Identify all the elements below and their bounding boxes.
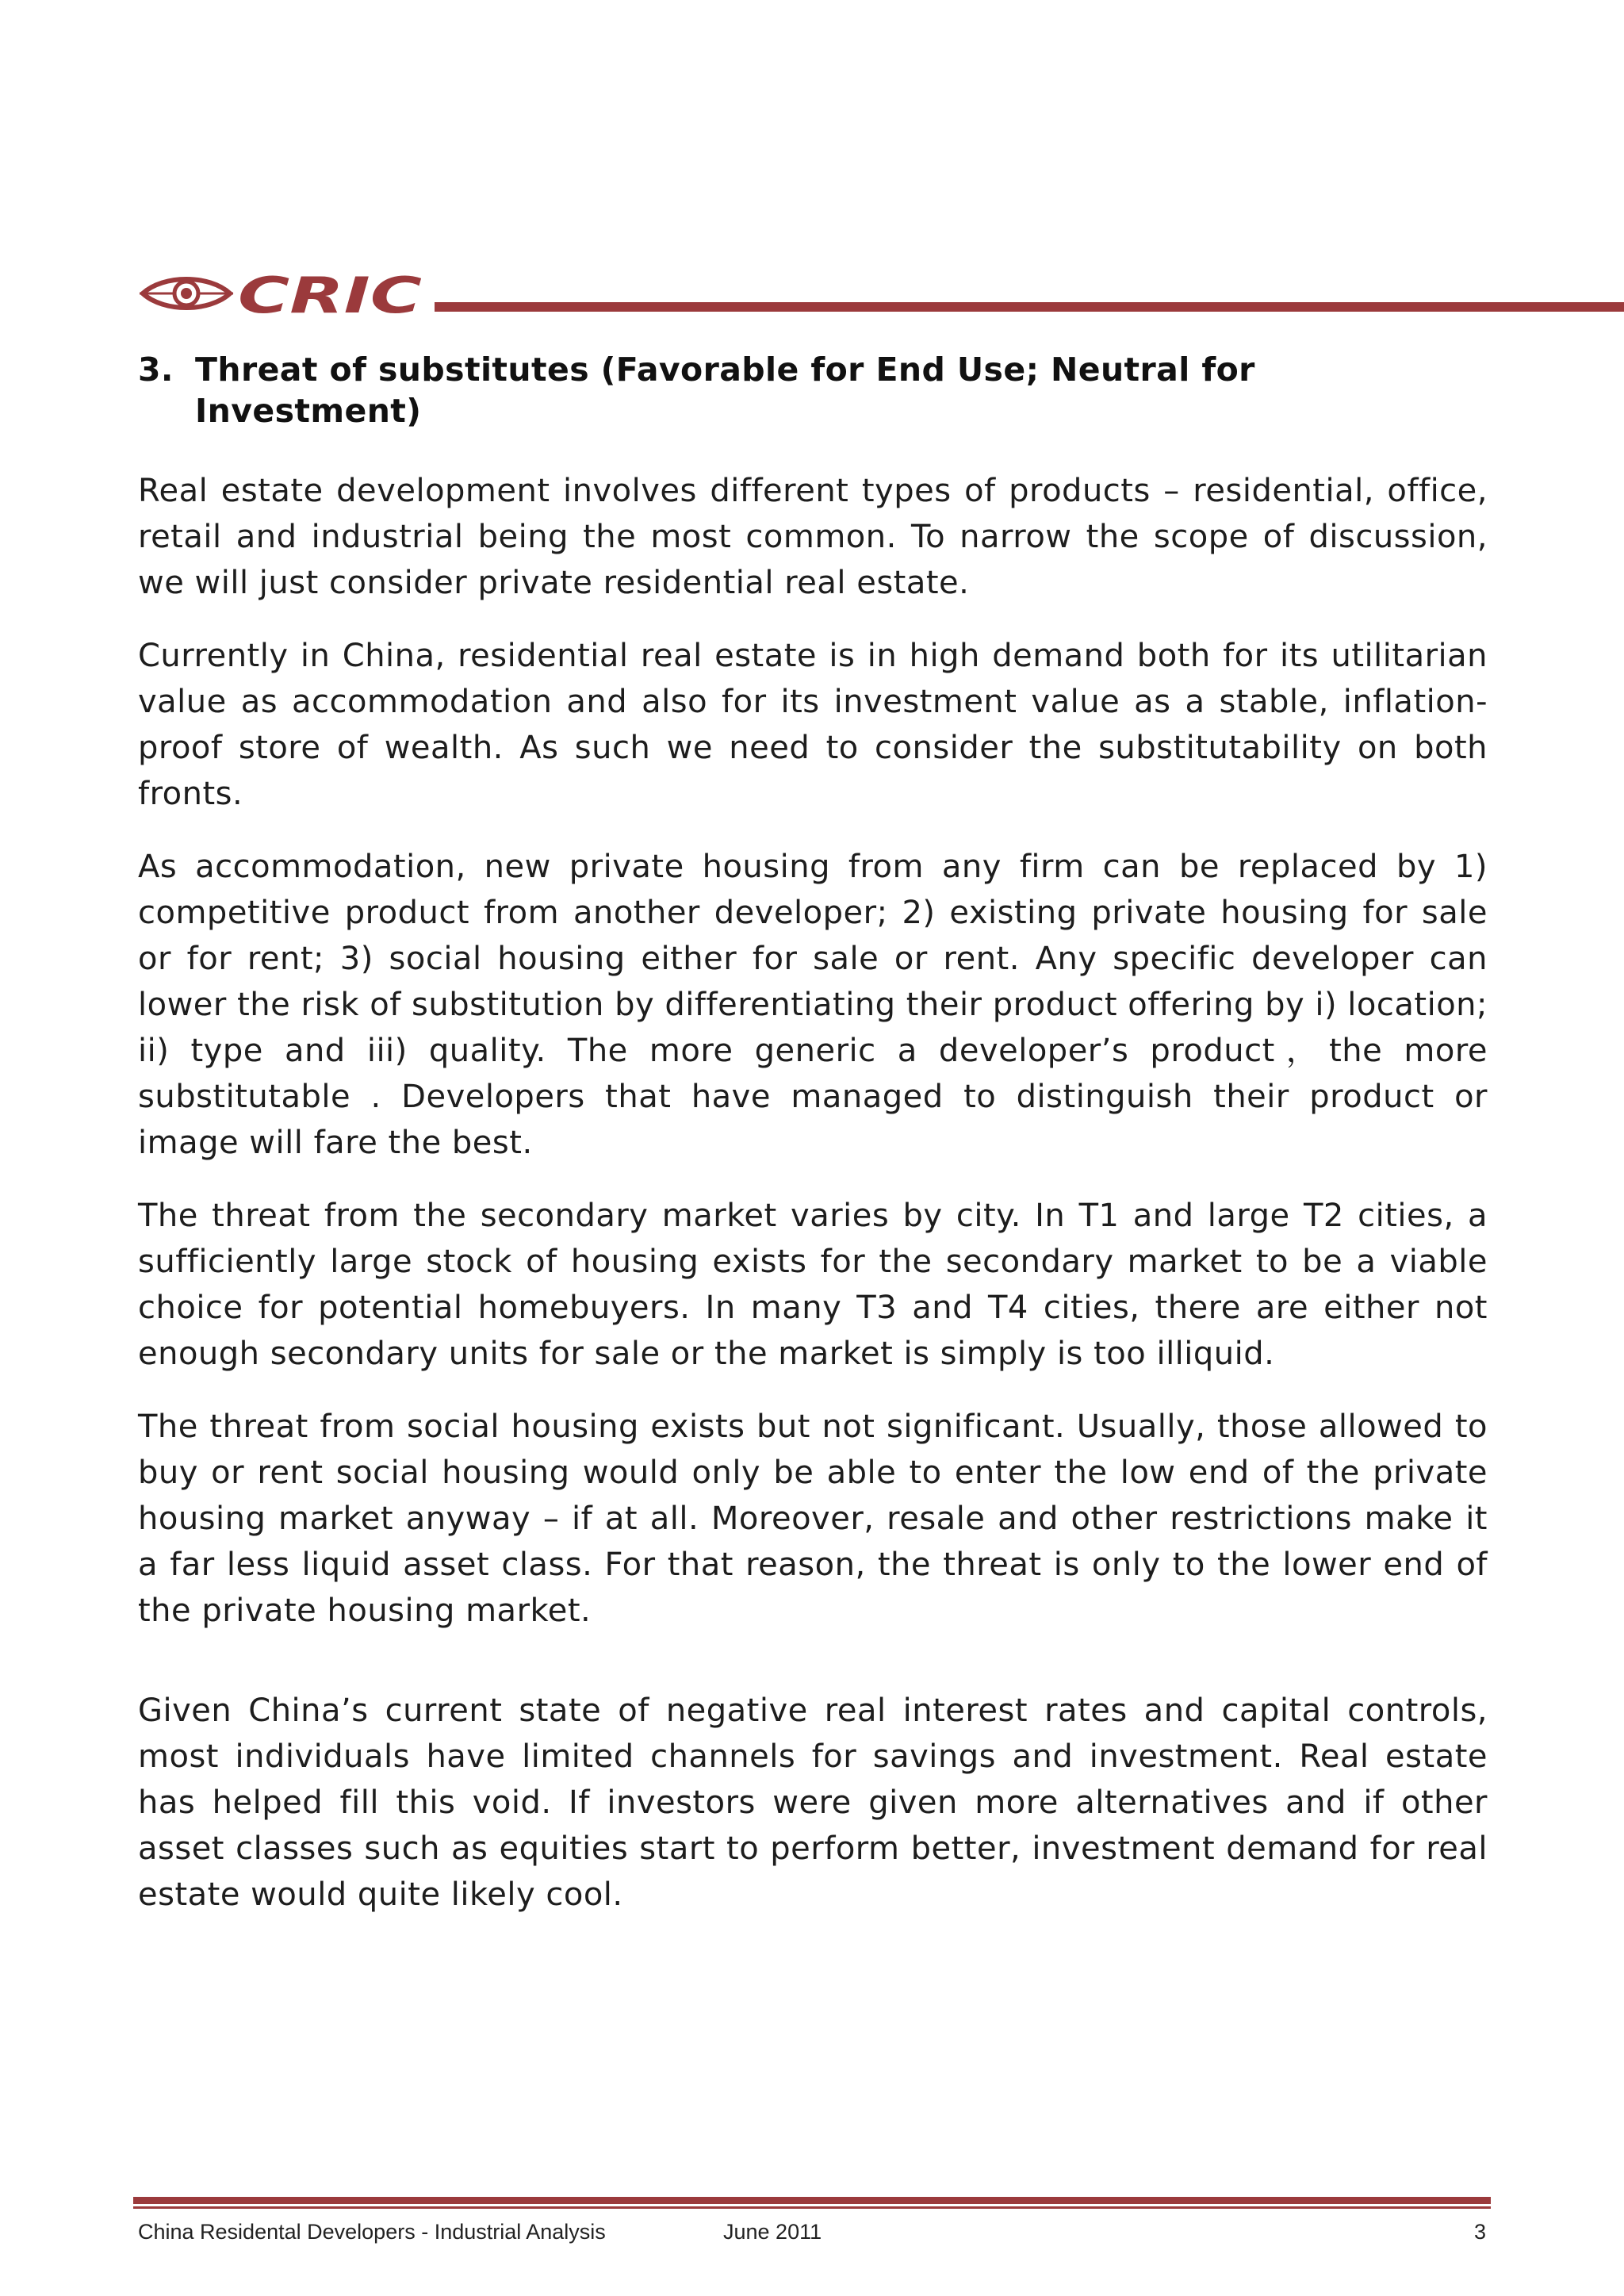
footer-document-title: China Residental Developers - Industrial Analysis xyxy=(138,2220,606,2244)
page-header xyxy=(140,270,1488,317)
paragraph-6: Given China’s current state of negative real interest rates and capital controls, most individuals have limited channels for savings and investment. Real estate has helped fill this void. If investors were given more alternatives and if other asset classes such as equities start to perform better, investment demand for real estate would quite likely cool. xyxy=(138,1692,1488,1913)
header-rule xyxy=(435,302,1624,312)
footer-rule-thin xyxy=(133,2206,1491,2209)
page-number: 3 xyxy=(1473,2220,1486,2244)
paragraph-5: The threat from social housing exists but not significant. Usually, those allowed to buy or rent social housing would only be able to enter the low end of the private housing market anyway – if at all. Moreover, resale and other restrictions make it a far less liquid asset class. For that reason, the threat is only to the lower end of the private housing market. xyxy=(138,1409,1488,1629)
paragraph-1: Real estate development involves different types of products – residential, office, retail and industrial being the most common. To narrow the scope of discussion, we will just consider private residential real estate. xyxy=(138,473,1488,601)
page-content xyxy=(138,349,1488,1945)
section-heading xyxy=(138,349,1488,431)
paragraph-2: Currently in China, residential real estate is in high demand both for its utilitarian value as accommodation and also for its investment value as a stable, inflation-proof store of wealth. As such we need to consider the substitutability on both fronts. xyxy=(138,638,1488,812)
section-number: 3. xyxy=(138,351,174,389)
page-footer xyxy=(133,2197,1491,2252)
footer-rule xyxy=(133,2197,1491,2204)
footer-date: June 2011 xyxy=(723,2220,822,2244)
paragraph-3: As accommodation, new private housing from any firm can be replaced by 1) competitive product from another developer; 2) existing private housing for sale or for rent; 3) social housing either for sale or rent. Any specific developer can lower the risk of substitution by differentiating their product offering by i) location; ii) type and iii) quality. The more generic a developer’s product，the more substitutable . Developers that have managed to distinguish their product or image will fare the best. xyxy=(138,849,1488,1161)
cric-logo xyxy=(140,270,427,317)
eye-icon xyxy=(140,279,233,308)
section-title: Threat of substitutes (Favorable for End Use; Neutral for Investment) xyxy=(195,351,1255,430)
logo-text: CRIC xyxy=(238,270,422,317)
footer-row xyxy=(133,2220,1491,2252)
paragraph-4: The threat from the secondary market varies by city. In T1 and large T2 cities, a sufficiently large stock of housing exists for the secondary market to be a viable choice for potential homebuyers. In many T3 and T4 cities, there are either not enough secondary units for sale or the market is simply is too illiquid. xyxy=(138,1198,1488,1372)
